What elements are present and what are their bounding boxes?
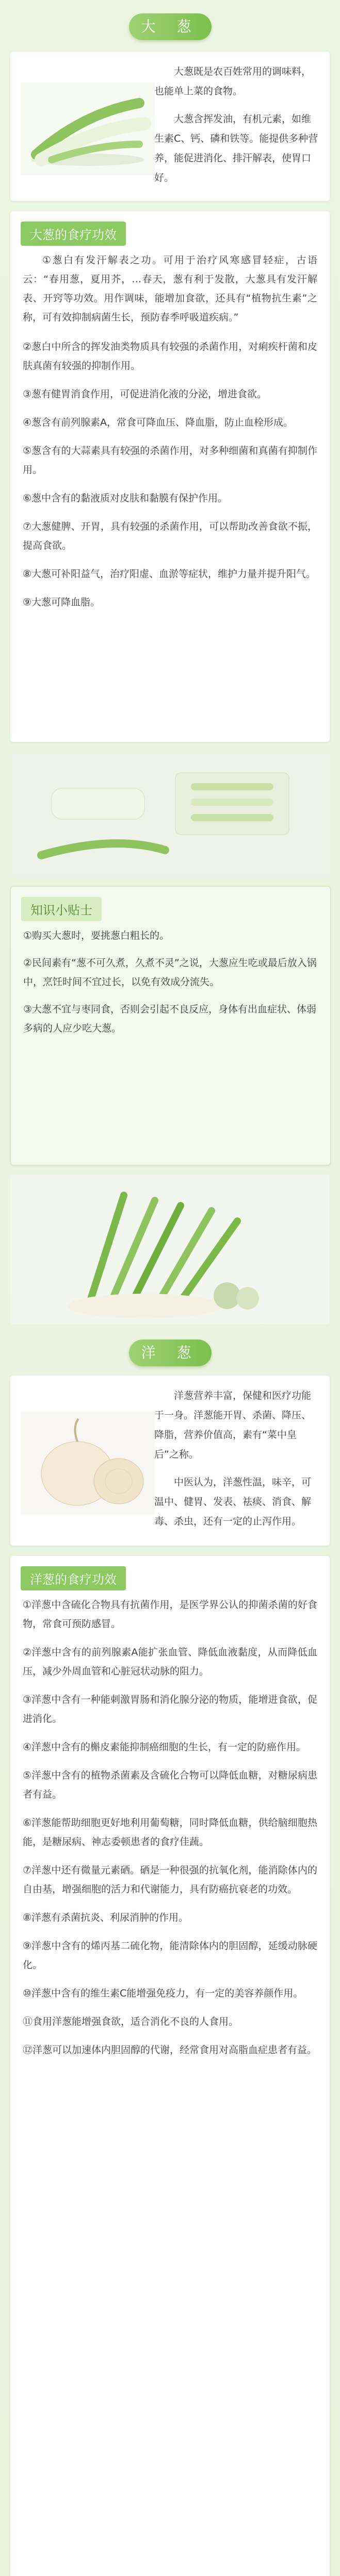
green-onion-bunch-photo (10, 1175, 330, 1324)
effect-item: ②洋葱中含有的前列腺素A能扩张血管、降低血液黏度，从而降低血压，减少外周血管和心脏冠状动脉的阻力。 (23, 1647, 317, 1677)
effect-item: ⑥洋葱能帮助细胞更好地利用葡萄糖，同时降低血糖，供给脑细胞热能，是糖尿病、神志委顿患者的食疗佳蔬。 (23, 1817, 317, 1848)
garlic-effects-card (10, 211, 330, 742)
effect-item: ⑥葱中含有的黏液质对皮肤和黏膜有保护作用。 (23, 493, 228, 504)
effect-item: ④葱含有前列腺素A，常食可降血压、降血脂，防止血栓形成。 (23, 417, 294, 428)
effect-item: ⑧洋葱有杀菌抗炎、利尿消肿的作用。 (23, 1912, 189, 1923)
green-onion-image (21, 82, 155, 175)
tip-item: ①购买大葱时，要挑葱白粗长的。 (23, 930, 170, 941)
onion-intro-paragraph: 中医认为，洋葱性温，味辛，可温中、健胃、发表、祛痰、消食、解毒、杀虫，还有一定的止泻作用。 (154, 1477, 312, 1527)
tips-list (11, 926, 330, 1038)
onion-banner: 洋 葱 (129, 1340, 212, 1366)
onion-intro-text (154, 1386, 319, 1539)
garlic-intro-text (154, 62, 319, 196)
garlic-tips-card (10, 886, 331, 1165)
effect-item: ⑧大葱可补阳益气，治疗阳虚、血淤等症状，维护力量并提升阳气。 (23, 568, 316, 580)
effect-item: ⑦大葱健脾、开胃，具有较强的杀菌作用，可以帮助改善食欲不振，提高食欲。 (23, 521, 317, 551)
effect-item: ⑪食用洋葱能增强食欲，适合消化不良的人食用。 (23, 2016, 239, 2027)
onion-effects-card (10, 1556, 330, 2576)
onion-image (21, 1412, 155, 1515)
onion-intro-paragraph: 洋葱营养丰富，保健和医疗功能于一身。洋葱能开胃、杀菌、降压、降脂，营养价值高，素有“菜中皇后”之称。 (154, 1390, 312, 1460)
effect-item: ⑨洋葱中含有的烯丙基二硫化物，能清除体内的胆固醇，延缓动脉硬化。 (23, 1940, 317, 1971)
garlic-intro-card (10, 52, 330, 201)
section-title: 洋葱的食疗功效 (21, 1566, 126, 1590)
garlic-intro-paragraph: 大葱既是农百姓常用的调味料，也能单上菜的食物。 (154, 66, 312, 97)
tip-item: ③大葱不宜与枣同食，否则会引起不良反应，身体有出血症状、体弱多病的人应少吃大葱。 (23, 1004, 317, 1034)
tips-title: 知识小贴士 (21, 897, 102, 921)
onion-intro-card (10, 1376, 330, 1546)
effect-item: ⑤葱含有的大蒜素具有较强的杀菌作用，对多种细菌和真菌有抑制作用。 (23, 445, 317, 476)
effect-item: ⑩洋葱中含有的维生素C能增强免疫力，有一定的美容养颜作用。 (23, 1988, 303, 1999)
effect-item: ⑦洋葱中还有微量元素硒。硒是一种很强的抗氧化剂，能消除体内的自由基，增强细胞的活力和代谢能力，具有防癌抗衰老的功效。 (23, 1865, 317, 1895)
effect-item: ③洋葱中含有一种能刺激胃肠和消化腺分泌的物质，能增进食欲，促进消化。 (23, 1694, 317, 1724)
garlic-intro-paragraph: 大葱含挥发油，有机元素，如维生素C、钙、磷和铁等。能提供多种营养，能促进消化、排汗解表，使胃口好。 (154, 113, 318, 183)
green-onion-photo (10, 752, 330, 876)
effect-item: ②葱白中所含的挥发油类物质具有较强的杀菌作用，对痢疾杆菌和皮肤真菌有较强的抑制作用。 (23, 341, 317, 371)
section-title: 大葱的食疗功效 (21, 222, 126, 246)
effect-item: ④洋葱中含有的槲皮素能抑制癌细胞的生长，有一定的防癌作用。 (23, 1741, 306, 1753)
effect-item: ⑨大葱可降血脂。 (23, 597, 101, 608)
effect-item: ⑤洋葱中含有的植物杀菌素及含硫化合物可以降低血糖，对糖尿病患者有益。 (23, 1770, 317, 1800)
effect-item: ⑫洋葱可以加速体内胆固醇的代谢，经常食用对高脂血症患者有益。 (23, 2044, 317, 2056)
tip-item: ②民间素有“葱不可久煮，久煮不灵”之说，大葱应生吃或最后放入锅中，烹饪时间不宜过长，以免有效成分流失。 (23, 957, 317, 988)
effect-item: ①洋葱中含硫化合物具有抗菌作用，是医学界公认的抑菌杀菌的好食物，常食可预防感冒。 (23, 1599, 317, 1630)
effect-paragraph: ①葱白有发汗解表之功。可用于治疗风寒感冒轻症，古语云：“春用葱，夏用芥，…春天，葱有利于发散，大葱具有发汗解表、开窍等功效。用作调味，能增加食欲，还具有“植物抗生素”之称，可有效抑制病菌生长，预防春季呼吸道疾病。” (23, 255, 317, 323)
effect-item: ③葱有健胃消食作用，可促进消化液的分泌，增进食欲。 (23, 388, 267, 400)
garlic-banner: 大 葱 (129, 13, 212, 40)
